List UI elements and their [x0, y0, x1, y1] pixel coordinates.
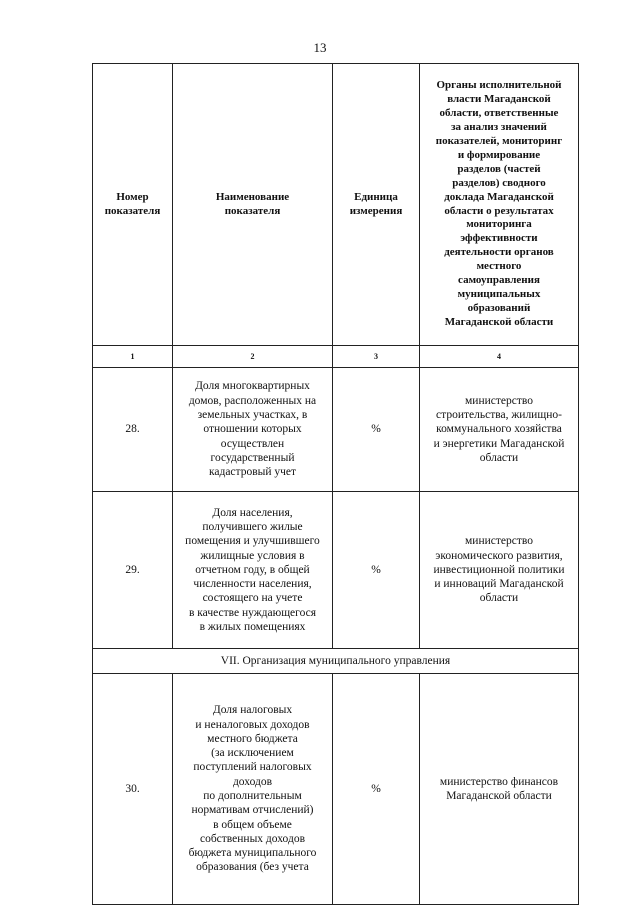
responsible-organ: министерство строительства, жилищно- коммунального хозяйства и энергетики Магаданской области	[420, 368, 579, 492]
indicator-number: 30.	[93, 674, 173, 905]
column-number: 1	[93, 346, 173, 368]
indicator-name: Доля налоговых и неналоговых доходов местного бюджета (за исключением поступлений налоговых доходов по дополнительным нормативам отчислений) в общем объеме собственных доходов бюджета муниципального образования (без учета	[173, 674, 333, 905]
indicator-number: 28.	[93, 368, 173, 492]
column-number: 2	[173, 346, 333, 368]
column-number: 4	[420, 346, 579, 368]
responsible-organ: министерство финансов Магаданской области	[420, 674, 579, 905]
header-responsible-organs: Органы исполнительной власти Магаданской области, ответственные за анализ значений показателей, мониторинг и формирование разделов (частей разделов) сводного доклада Магаданской области о результатах мониторинга эффективности деятельности органов местного самоуправления муниципальных образований Магаданской области	[420, 64, 579, 346]
responsible-organ: министерство экономического развития, инвестиционной политики и инноваций Магаданской области	[420, 492, 579, 649]
indicator-unit: %	[333, 492, 420, 649]
indicator-unit: %	[333, 368, 420, 492]
column-number: 3	[333, 346, 420, 368]
section-heading: VII. Организация муниципального управления	[93, 649, 579, 674]
header-indicator-number: Номер показателя	[93, 64, 173, 346]
indicator-unit: %	[333, 674, 420, 905]
header-indicator-name: Наименование показателя	[173, 64, 333, 346]
indicator-name: Доля многоквартирных домов, расположенных на земельных участках, в отношении которых осуществлен государственный кадастровый учет	[173, 368, 333, 492]
indicator-number: 29.	[93, 492, 173, 649]
page-number: 13	[313, 40, 327, 55]
table-row	[93, 674, 579, 905]
table-row	[93, 368, 579, 492]
table-header-row	[93, 64, 579, 346]
section-heading-row	[93, 649, 579, 674]
column-number-row	[93, 346, 579, 368]
header-unit: Единица измерения	[333, 64, 420, 346]
indicator-name: Доля населения, получившего жилые помещения и улучшившего жилищные условия в отчетном году, в общей численности населения, состоящего на учете в качестве нуждающегося в жилых помещениях	[173, 492, 333, 649]
table-row	[93, 492, 579, 649]
indicators-table	[92, 63, 579, 905]
